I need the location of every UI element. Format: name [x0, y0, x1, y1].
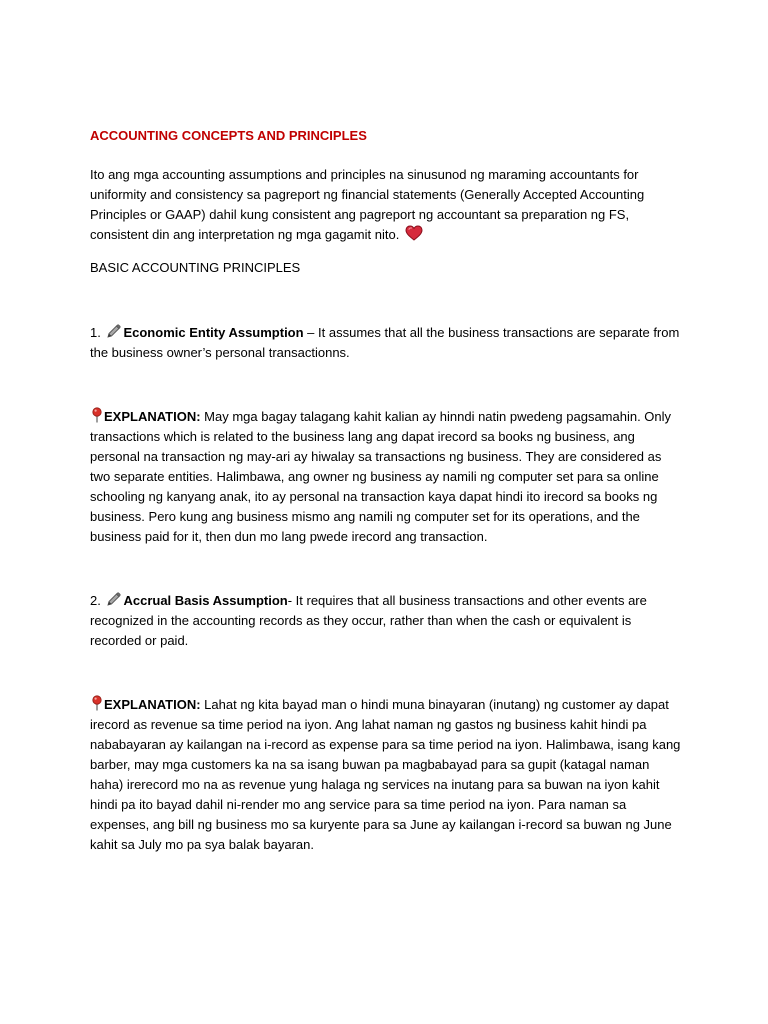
explanation-label: EXPLANATION:	[104, 697, 201, 712]
principle-number: 2.	[90, 593, 101, 608]
round-pushpin-icon	[92, 407, 102, 423]
principle-1	[90, 323, 682, 363]
explanation-text: Lahat ng kita bayad man o hindi muna binayaran (inutang) ng customer ay dapat irecord as revenue sa time period na iyon. Ang lahat naman ng gastos ng business kahit hindi pa nababayaran ay kailangan na i-record as expense para sa time period na iyon. Halimbawa, isang kang barber, may mga customers ka na sa isang buwan pa magbabayad para sa gupit (katagal naman haha) irerecord mo na as revenue yung halaga ng services na inutang para sa buwan na iyon kahit hindi pa ito bayad dahil ni-render mo ang service para sa time period na iyon. Para naman sa expenses, ang bill ng business mo sa kuryente para sa June ay kailangan i-record sa buwan ng June kahit sa July mo pa sya balak bayaran.	[90, 697, 681, 852]
principle-name: Economic Entity Assumption	[123, 325, 304, 340]
pencil-icon	[106, 592, 121, 607]
section-heading: BASIC ACCOUNTING PRINCIPLES	[90, 260, 301, 275]
principle-2	[90, 591, 682, 651]
document-title: ACCOUNTING CONCEPTS AND PRINCIPLES	[90, 128, 367, 143]
principle-name: Accrual Basis Assumption	[123, 593, 288, 608]
explanation-1	[90, 407, 682, 547]
explanation-text: May mga bagay talagang kahit kalian ay hinndi natin pwedeng pagsamahin. Only transactions which is related to the business lang ang dapat irecord sa books ng business, ang personal na transaction ng may-ari ay hiwalay sa transactions ng business. They are considered as two separate entities. Halimbawa, ang owner ng business ay namili ng computer set para sa online schooling ng kanyang anak, ito ay personal na transaction kaya dapat hindi ito irecord sa books ng business. Pero kung ang business mismo ang namili ng computer set for its operations, and the business paid for it, then dun mo lang pwede irecord ang transaction.	[90, 409, 672, 544]
principle-separator: -	[287, 593, 296, 608]
principle-number: 1.	[90, 325, 101, 340]
explanation-2	[90, 695, 682, 855]
principle-definition: It assumes that all the business transactions are separate from the business owner’s personal transactionns.	[90, 325, 680, 360]
principle-separator: –	[303, 325, 319, 340]
explanation-label: EXPLANATION:	[104, 409, 201, 424]
round-pushpin-icon	[92, 695, 102, 711]
intro-text: Ito ang mga accounting assumptions and principles na sinusunod ng maraming accountants for uniformity and consistency sa pagreport ng financial statements (Generally Accepted Accounting Principles or GAAP) dahil kung consistent ang pagreport ng accountant sa preparation ng FS, consistent din ang interpretation ng mga gagamit nito.	[90, 167, 645, 242]
pencil-icon	[106, 324, 121, 339]
red-heart-icon	[405, 225, 423, 241]
principle-definition: It requires that all business transactions and other events are recognized in the accounting records as they occur, rather than when the cash or equivalent is recorded or paid.	[90, 593, 647, 648]
intro-paragraph	[90, 165, 682, 245]
